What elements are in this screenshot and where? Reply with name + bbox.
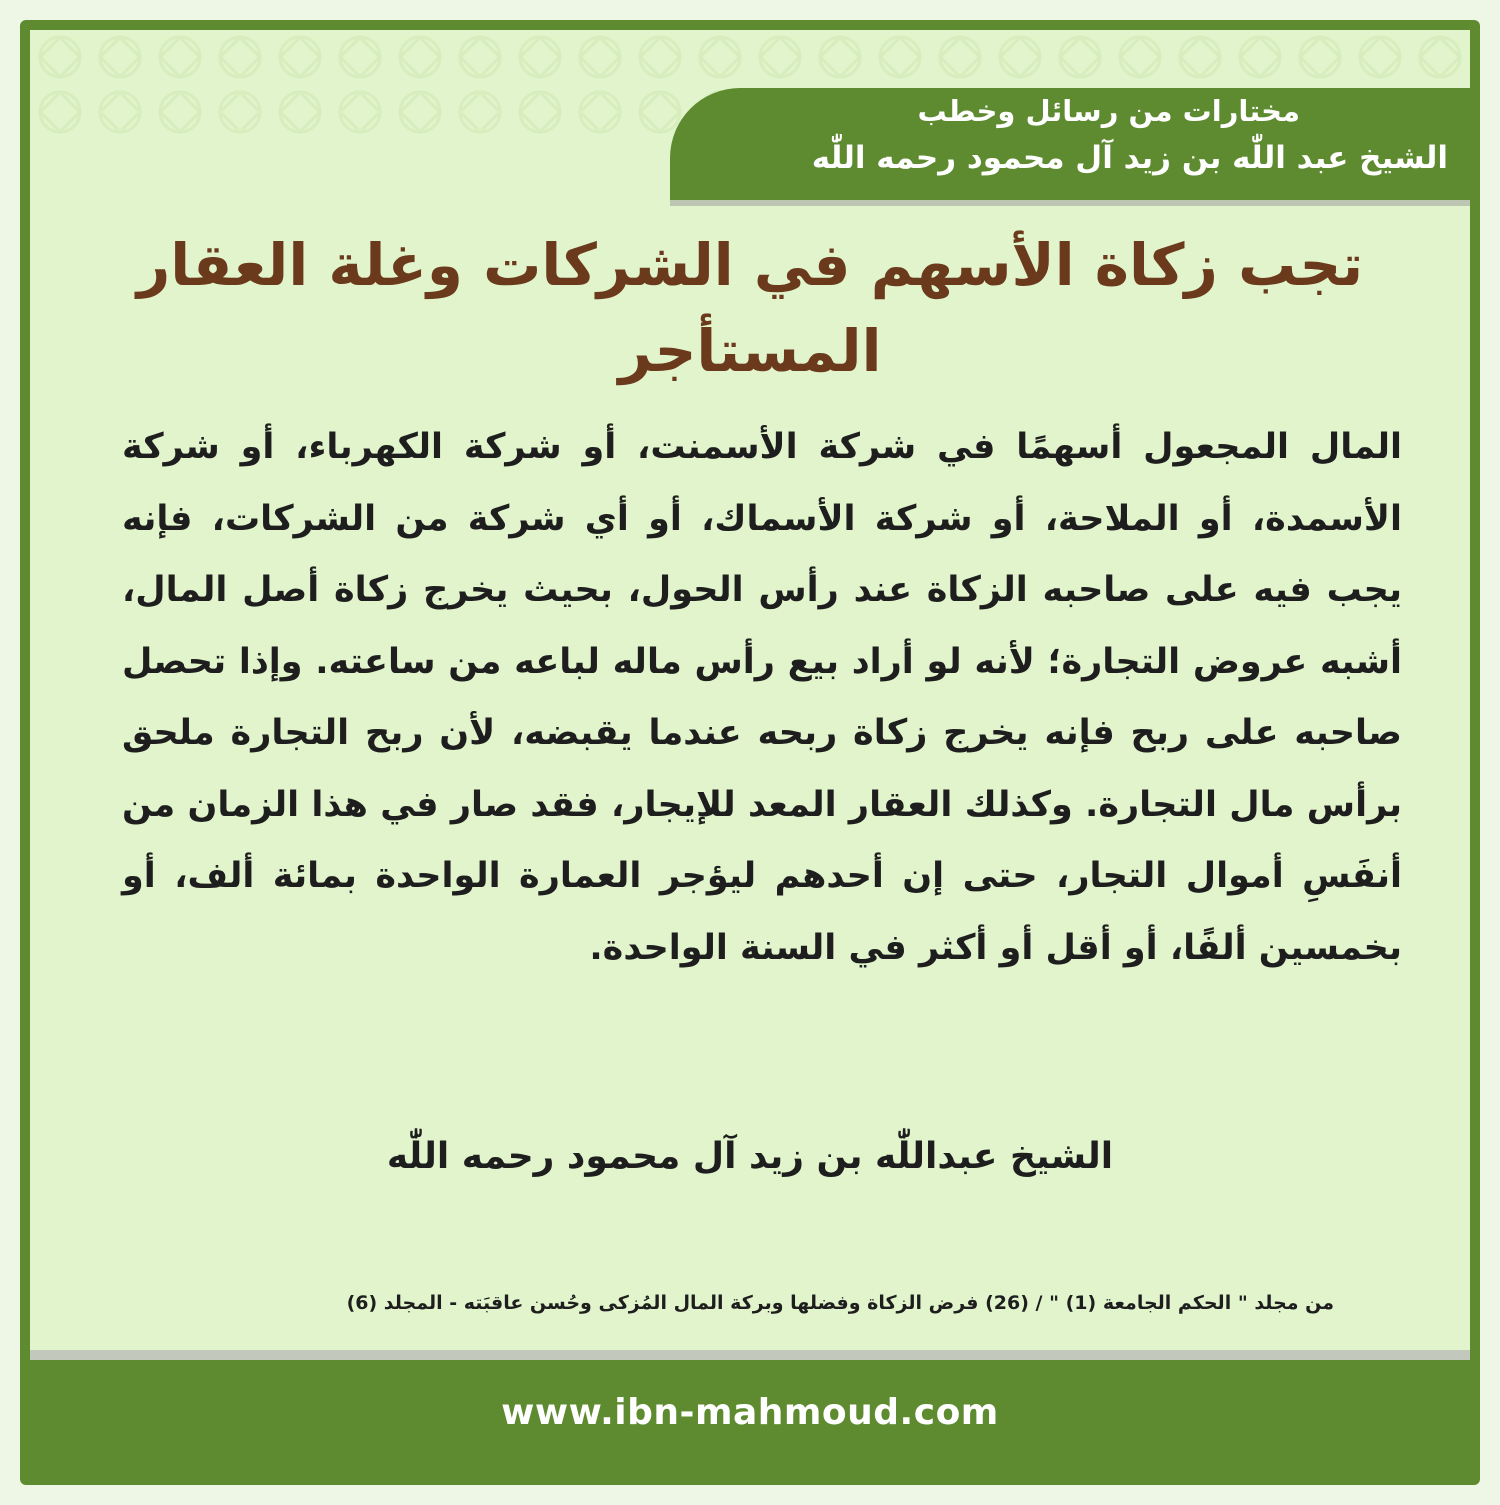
header-band	[670, 88, 1470, 200]
series-title: مختارات من رسائل وخطب	[917, 94, 1300, 128]
footer-divider	[30, 1350, 1470, 1360]
card-frame	[20, 20, 1480, 1485]
content-panel	[30, 30, 1470, 1350]
page-title: تجب زكاة الأسهم في الشركات وغلة العقار المستأجر	[136, 231, 1364, 385]
author-signature: الشيخ عبداللّٰه بن زيد آل محمود رحمه اللّٰه	[386, 1136, 1114, 1177]
website-link[interactable]: www.ibn-mahmoud.com	[501, 1392, 999, 1433]
body-paragraph: المال المجعول أسهمًا في شركة الأسمنت، أو شركة الكهرباء، أو شركة الأسمدة، أو الملاحة، أو شركة الأسماك، أو أي شركة من الشركات، فإنه يجب فيه على صاحبه الزكاة عند رأس الحول، بحيث يخرج زكاة أصل المال، أشبه عروض التجارة؛ لأنه لو أراد بيع رأس ماله لباعه من ساعته. وإذا تحصل صاحبه على ربح فإنه يخرج زكاة ربحه عندما يقبضه، لأن ربح التجارة ملحق برأس مال التجارة. وكذلك العقار المعد للإيجار، فقد صار في هذا الزمان من أنفَسِ أموال التجار، حتى إن أحدهم ليؤجر العمارة الواحدة بمائة ألف، أو بخمسين ألفًا، أو أقل أو أكثر في السنة الواحدة.	[122, 427, 1402, 968]
source-citation: من مجلد " الحكم الجامعة (1) " / (26) فرض الزكاة وفضلها وبركة المال المُزكى وحُسن عاقبَته - المجلد (6)	[346, 1292, 1334, 1314]
series-author: الشيخ عبد اللّٰه بن زيد آل محمود رحمه اللّٰه	[811, 140, 1448, 176]
